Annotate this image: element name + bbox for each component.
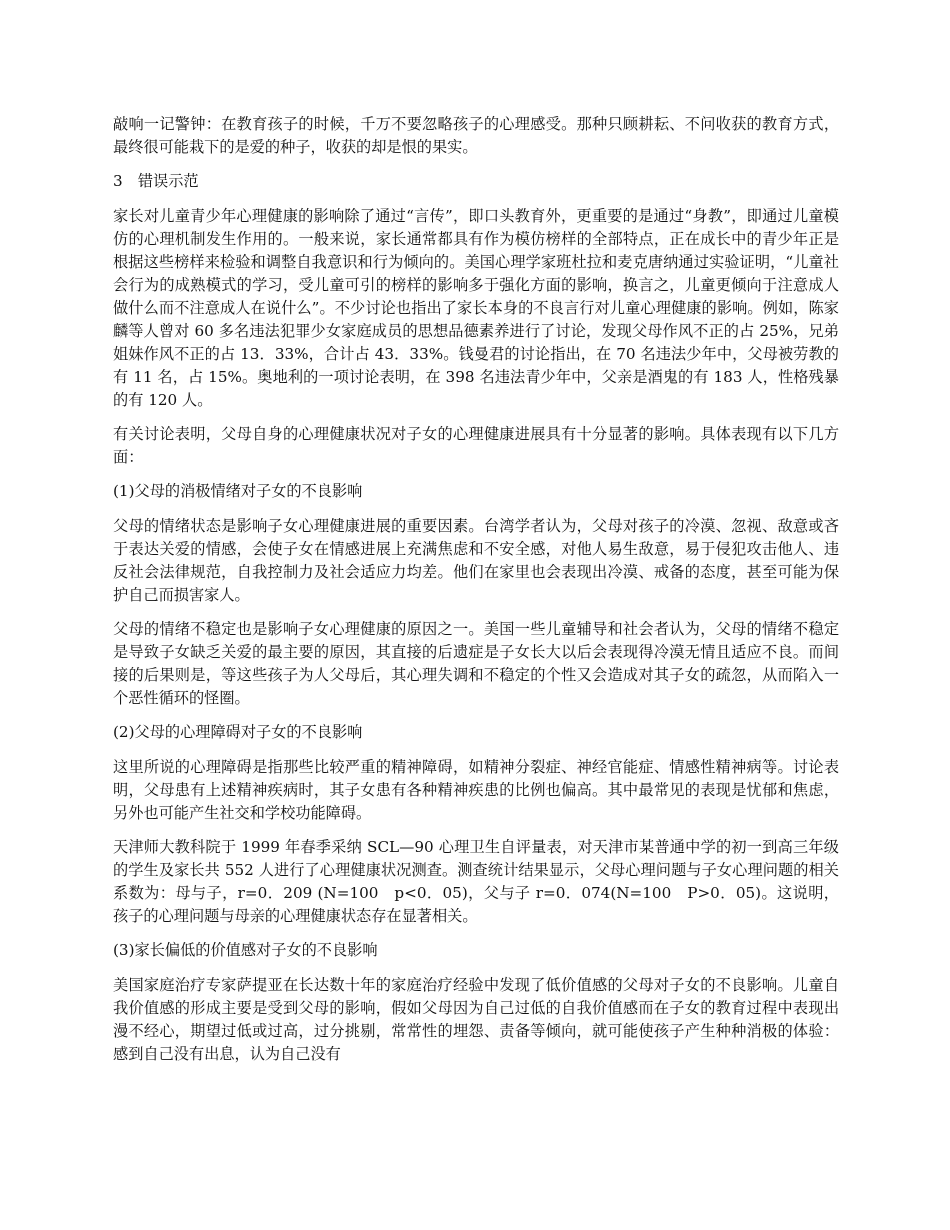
subsection-heading: (1)父母的消极情绪对子女的不良影响 [113,482,363,500]
body-paragraph: 美国家庭治疗专家萨提亚在长达数十年的家庭治疗经验中发现了低价值感的父母对子女的不良影响。儿童自我价值感的形成主要是受到父母的影响，假如父母因为自己过低的自我价值感而在子女的教育过程中表现出漫不经心，期望过低或过高，过分挑剔，常常性的埋怨、责备等倾向，就可能使孩子产生种种消极的体验：感到自己没有出息，认为自己没有 [113,976,839,1063]
body-paragraph: 父母的情绪状态是影响子女心理健康进展的重要因素。台湾学者认为，父母对孩子的冷漠、忽视、敌意或吝于表达关爱的情感，会使子女在情感进展上充满焦虑和不安全感，对他人易生敌意，易于侵犯攻击他人、违反社会法律规范，自我控制力及社会适应力均差。他们在家里也会表现出冷漠、戒备的态度，甚至可能为保护自己而损害家人。 [113,517,839,604]
body-paragraph: 家长对儿童青少年心理健康的影响除了通过“言传”，即口头教育外，更重要的是通过“身教”，即通过儿童模仿的心理机制发生作用的。一般来说，家长通常都具有作为模仿榜样的全部特点，正在成长中的青少年正是根据这些榜样来检验和调整自我意识和行为倾向的。美国心理学家班杜拉和麦克唐纳通过实验证明，“儿童社会行为的成熟模式的学习，受儿童可引的榜样的影响多于强化方面的影响，换言之，儿童更倾向于注意成人做什么而不注意成人在说什么”。不少讨论也指出了家长本身的不良言行对儿童心理健康的影响。例如，陈家麟等人曾对 60 多名违法犯罪少女家庭成员的思想品德素养进行了讨论，发现父母作风不正的占 25%，兄弟姐妹作风不正的占 13．33%，合计占 43．33%。钱曼君的讨论指出，在 70 名违法少年中，父母被劳教的有 11 名，占 15%。奥地利的一项讨论表明，在 398 名违法青少年中，父亲是酒鬼的有 183 人，性格残暴的有 120 人。 [113,207,839,409]
body-paragraph: 父母的情绪不稳定也是影响子女心理健康的原因之一。美国一些儿童辅导和社会者认为，父母的情绪不稳定是导致子女缺乏关爱的最主要的原因，其直接的后遗症是子女长大以后会表现得冷漠无情且适应不良。而间接的后果则是，等这些孩子为人父母后，其心理失调和不稳定的个性又会造成对其子女的疏忽，从而陷入一个恶性循环的怪圈。 [113,620,839,707]
body-paragraph: 有关讨论表明，父母自身的心理健康状况对子女的心理健康进展具有十分显著的影响。具体表现有以下几方面： [113,425,839,466]
body-paragraph: 天津师大教科院于 1999 年春季采纳 SCL—90 心理卫生自评量表，对天津市某普通中学的初一到高三年级的学生及家长共 552 人进行了心理健康状况测查。测查统计结果显示，父母心理问题与子女心理问题的相关系数为：母与子，r=0．209 (N=100 p<0．05)，父与子 r=0．074(N=100 P>0．05)。这说明，孩子的心理问题与母亲的心理健康状态存在显著相关。 [113,838,839,925]
body-paragraph: 敲响一记警钟：在教育孩子的时候，千万不要忽略孩子的心理感受。那种只顾耕耘、不问收获的教育方式，最终很可能栽下的是爱的种子，收获的却是恨的果实。 [113,115,839,156]
document-body [113,113,839,1077]
body-paragraph: 这里所说的心理障碍是指那些比较严重的精神障碍，如精神分裂症、神经官能症、情感性精神病等。讨论表明，父母患有上述精神疾病时，其子女患有各种精神疾患的比例也偏高。其中最常见的表现是忧郁和焦虑，另外也可能产生社交和学校功能障碍。 [113,758,839,822]
section-heading: 3 错误示范 [113,172,199,190]
subsection-heading: (3)家长偏低的价值感对子女的不良影响 [113,941,378,959]
subsection-heading: (2)父母的心理障碍对子女的不良影响 [113,723,363,741]
